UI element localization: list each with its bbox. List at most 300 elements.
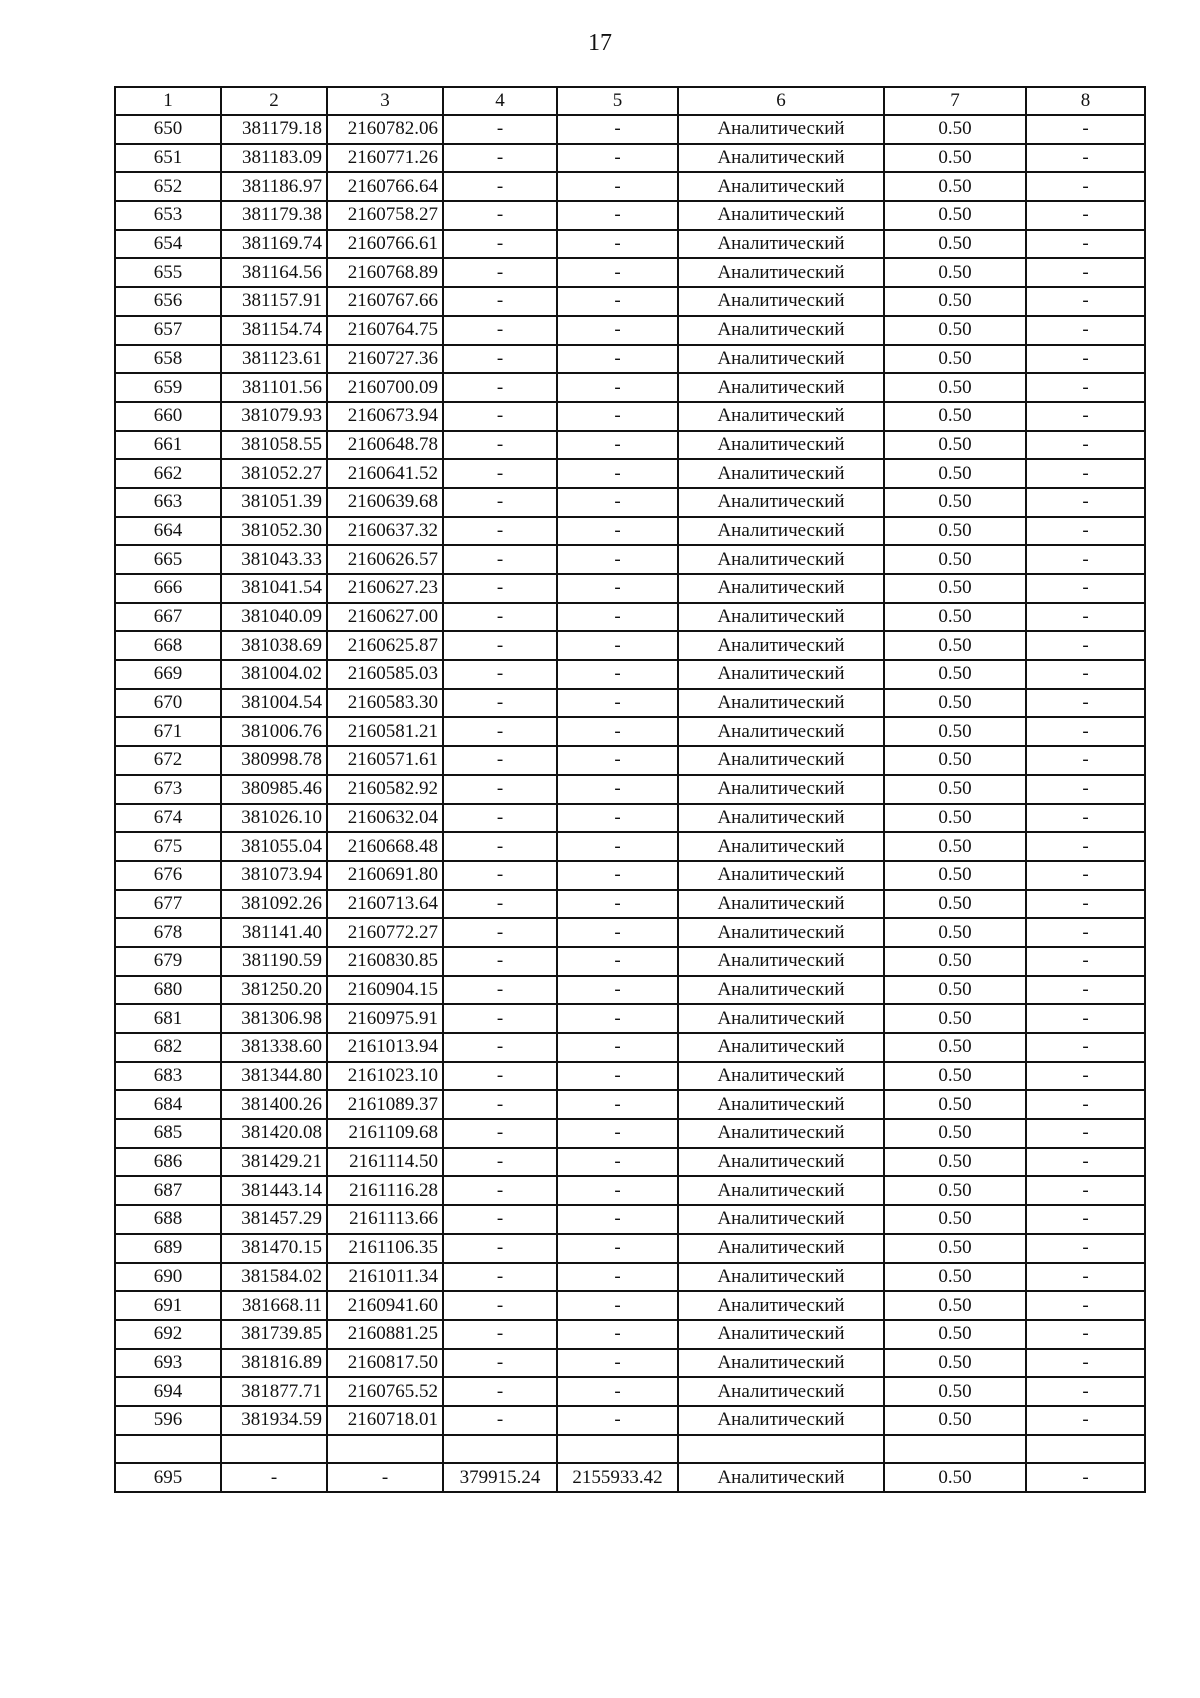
table-cell: Аналитический	[678, 230, 884, 259]
table-cell: 674	[115, 804, 221, 833]
table-cell: -	[443, 1176, 557, 1205]
table-cell: 650	[115, 115, 221, 144]
table-cell: 670	[115, 689, 221, 718]
table-cell: 0.50	[884, 230, 1026, 259]
table-cell: -	[1026, 345, 1145, 374]
table-cell: -	[443, 717, 557, 746]
table-cell: 2160718.01	[327, 1406, 443, 1435]
table-cell: Аналитический	[678, 603, 884, 632]
table-cell: -	[557, 976, 678, 1005]
table-cell: -	[327, 1463, 443, 1492]
table-row	[115, 861, 1145, 890]
table-cell: -	[1026, 1119, 1145, 1148]
table-cell: 2160767.66	[327, 287, 443, 316]
table-cell: -	[1026, 603, 1145, 632]
table-cell: 381179.18	[221, 115, 327, 144]
table-cell: 0.50	[884, 115, 1026, 144]
table-cell: -	[443, 574, 557, 603]
column-header: 6	[678, 87, 884, 115]
table-cell: Аналитический	[678, 459, 884, 488]
column-header: 3	[327, 87, 443, 115]
table-cell: 0.50	[884, 1377, 1026, 1406]
table-cell: 381101.56	[221, 373, 327, 402]
table-cell: -	[557, 1349, 678, 1378]
table-row	[115, 287, 1145, 316]
table-row	[115, 1291, 1145, 1320]
table-cell: Аналитический	[678, 918, 884, 947]
table-row	[115, 1176, 1145, 1205]
table-row	[115, 1377, 1145, 1406]
table-cell: -	[1026, 1263, 1145, 1292]
table-cell: 2160881.25	[327, 1320, 443, 1349]
table-cell: -	[443, 861, 557, 890]
table-cell: 381179.38	[221, 201, 327, 230]
table-row	[115, 373, 1145, 402]
table-cell: -	[557, 287, 678, 316]
table-cell: 0.50	[884, 1406, 1026, 1435]
table-cell: 2160817.50	[327, 1349, 443, 1378]
table-cell: 0.50	[884, 832, 1026, 861]
table-cell: 681	[115, 1004, 221, 1033]
table-cell: 685	[115, 1119, 221, 1148]
table-cell: -	[443, 603, 557, 632]
table-cell: Аналитический	[678, 1033, 884, 1062]
table-cell: 381877.71	[221, 1377, 327, 1406]
table-cell: -	[443, 287, 557, 316]
table-cell: 381190.59	[221, 947, 327, 976]
table-cell: 672	[115, 746, 221, 775]
table-cell: -	[443, 431, 557, 460]
table-cell: 0.50	[884, 1349, 1026, 1378]
table-cell: 2161114.50	[327, 1148, 443, 1177]
table-cell: 655	[115, 258, 221, 287]
table-row	[115, 1119, 1145, 1148]
table-cell: -	[443, 775, 557, 804]
table-cell: -	[443, 517, 557, 546]
table-cell: 680	[115, 976, 221, 1005]
table-row	[115, 890, 1145, 919]
table-cell: Аналитический	[678, 1004, 884, 1033]
table-cell: -	[1026, 115, 1145, 144]
table-cell: -	[1026, 545, 1145, 574]
table-row	[115, 1090, 1145, 1119]
table-cell: Аналитический	[678, 660, 884, 689]
table-row	[115, 746, 1145, 775]
table-cell	[115, 1435, 221, 1464]
table-cell: 381157.91	[221, 287, 327, 316]
table-cell: 381934.59	[221, 1406, 327, 1435]
table-cell: -	[443, 1033, 557, 1062]
table-row	[115, 402, 1145, 431]
table-cell: 2160673.94	[327, 402, 443, 431]
table-cell: Аналитический	[678, 1090, 884, 1119]
table-cell: 668	[115, 631, 221, 660]
table-cell: -	[1026, 689, 1145, 718]
table-cell: 0.50	[884, 1004, 1026, 1033]
table-cell: 381186.97	[221, 172, 327, 201]
table-cell: 381739.85	[221, 1320, 327, 1349]
table-cell: -	[557, 1377, 678, 1406]
table-cell: 2160637.32	[327, 517, 443, 546]
table-cell: 381141.40	[221, 918, 327, 947]
table-cell: -	[1026, 947, 1145, 976]
table-cell: 0.50	[884, 1463, 1026, 1492]
table-row	[115, 574, 1145, 603]
table-cell: 664	[115, 517, 221, 546]
table-cell: -	[557, 488, 678, 517]
table-cell: 0.50	[884, 1234, 1026, 1263]
table-cell: 381344.80	[221, 1062, 327, 1091]
table-cell: 2160585.03	[327, 660, 443, 689]
table-cell	[557, 1435, 678, 1464]
table-cell: -	[557, 832, 678, 861]
table-cell: -	[557, 172, 678, 201]
table-cell: -	[443, 402, 557, 431]
table-cell: 0.50	[884, 1291, 1026, 1320]
table-cell: Аналитический	[678, 1463, 884, 1492]
table-header-row	[115, 87, 1145, 115]
table-cell: Аналитический	[678, 717, 884, 746]
table-cell: -	[1026, 517, 1145, 546]
table-cell: -	[557, 861, 678, 890]
table-row	[115, 172, 1145, 201]
table-cell: -	[443, 545, 557, 574]
table-cell: 2160713.64	[327, 890, 443, 919]
table-cell: 2160571.61	[327, 746, 443, 775]
table-cell: -	[557, 1291, 678, 1320]
table-cell: 381816.89	[221, 1349, 327, 1378]
table-cell: 0.50	[884, 574, 1026, 603]
table-cell: 596	[115, 1406, 221, 1435]
table-cell: -	[443, 1263, 557, 1292]
table-cell: 381052.30	[221, 517, 327, 546]
table-cell: -	[557, 603, 678, 632]
column-header: 1	[115, 87, 221, 115]
table-cell: 0.50	[884, 144, 1026, 173]
table-cell: Аналитический	[678, 488, 884, 517]
table-cell: 2160625.87	[327, 631, 443, 660]
table-cell: Аналитический	[678, 976, 884, 1005]
table-cell: 381164.56	[221, 258, 327, 287]
table-cell: -	[1026, 172, 1145, 201]
table-row	[115, 488, 1145, 517]
table-cell: Аналитический	[678, 431, 884, 460]
table-cell: 0.50	[884, 459, 1026, 488]
table-cell: -	[443, 1234, 557, 1263]
table-cell: -	[1026, 1377, 1145, 1406]
table-cell: Аналитический	[678, 574, 884, 603]
table-cell: -	[1026, 918, 1145, 947]
table-cell: -	[1026, 976, 1145, 1005]
table-cell: 2160772.27	[327, 918, 443, 947]
table-row	[115, 1320, 1145, 1349]
table-cell: 2160582.92	[327, 775, 443, 804]
table-cell: -	[1026, 1234, 1145, 1263]
table-cell: -	[1026, 287, 1145, 316]
table-cell: 0.50	[884, 517, 1026, 546]
table-cell: 0.50	[884, 1119, 1026, 1148]
table-cell: -	[1026, 1406, 1145, 1435]
table-cell: -	[1026, 1463, 1145, 1492]
table-cell: -	[443, 230, 557, 259]
table-cell: 0.50	[884, 689, 1026, 718]
table-cell: -	[557, 402, 678, 431]
table-cell: Аналитический	[678, 201, 884, 230]
table-row	[115, 1205, 1145, 1234]
table-cell: 692	[115, 1320, 221, 1349]
table-cell: 0.50	[884, 660, 1026, 689]
table-cell: 2160904.15	[327, 976, 443, 1005]
table-cell: 2160691.80	[327, 861, 443, 890]
table-cell: Аналитический	[678, 144, 884, 173]
table-cell: Аналитический	[678, 1062, 884, 1091]
table-cell: -	[1026, 144, 1145, 173]
table-cell: 663	[115, 488, 221, 517]
table-cell: 381006.76	[221, 717, 327, 746]
table-cell: 2155933.42	[557, 1463, 678, 1492]
table-cell: 0.50	[884, 488, 1026, 517]
table-cell: -	[557, 1205, 678, 1234]
table-cell: 669	[115, 660, 221, 689]
table-cell: 2160941.60	[327, 1291, 443, 1320]
table-cell: 689	[115, 1234, 221, 1263]
table-cell: 0.50	[884, 1320, 1026, 1349]
table-cell: Аналитический	[678, 1234, 884, 1263]
table-cell: -	[557, 1119, 678, 1148]
table-cell: 0.50	[884, 890, 1026, 919]
table-row	[115, 1234, 1145, 1263]
table-cell: 0.50	[884, 1205, 1026, 1234]
column-header: 8	[1026, 87, 1145, 115]
table-cell: -	[443, 1148, 557, 1177]
table-cell: 0.50	[884, 918, 1026, 947]
table-cell: 0.50	[884, 1148, 1026, 1177]
table-cell: 381183.09	[221, 144, 327, 173]
table-cell: 381169.74	[221, 230, 327, 259]
table-cell: 661	[115, 431, 221, 460]
table-cell: 381040.09	[221, 603, 327, 632]
table-cell: 381038.69	[221, 631, 327, 660]
table-cell: -	[443, 890, 557, 919]
table-row	[115, 1463, 1145, 1492]
table-cell: 0.50	[884, 631, 1026, 660]
table-cell: 687	[115, 1176, 221, 1205]
table-cell: 381250.20	[221, 976, 327, 1005]
table-cell: 679	[115, 947, 221, 976]
table-cell: 381400.26	[221, 1090, 327, 1119]
table-cell: -	[1026, 488, 1145, 517]
table-cell: -	[443, 373, 557, 402]
table-cell: 0.50	[884, 976, 1026, 1005]
table-cell: 691	[115, 1291, 221, 1320]
table-cell: -	[443, 1406, 557, 1435]
table-cell: 381043.33	[221, 545, 327, 574]
table-row	[115, 115, 1145, 144]
table-cell: 0.50	[884, 1033, 1026, 1062]
table-cell: -	[1026, 717, 1145, 746]
table-cell: -	[557, 947, 678, 976]
table-cell: 2160648.78	[327, 431, 443, 460]
table-cell	[1026, 1435, 1145, 1464]
table-row	[115, 517, 1145, 546]
table-cell: -	[557, 574, 678, 603]
table-cell: 2161011.34	[327, 1263, 443, 1292]
table-cell: 381420.08	[221, 1119, 327, 1148]
table-cell: -	[1026, 890, 1145, 919]
table-cell: 682	[115, 1033, 221, 1062]
table-cell: -	[443, 631, 557, 660]
table-cell: 676	[115, 861, 221, 890]
table-cell: -	[1026, 1205, 1145, 1234]
table-cell: -	[443, 1205, 557, 1234]
table-cell: 381026.10	[221, 804, 327, 833]
table-cell: 651	[115, 144, 221, 173]
table-cell: 690	[115, 1263, 221, 1292]
table-cell: 665	[115, 545, 221, 574]
table-cell: -	[557, 345, 678, 374]
table-cell: 0.50	[884, 717, 1026, 746]
table-row	[115, 804, 1145, 833]
table-cell: Аналитический	[678, 1349, 884, 1378]
table-cell: Аналитический	[678, 1119, 884, 1148]
table-cell: 0.50	[884, 258, 1026, 287]
table-cell: -	[443, 804, 557, 833]
table-cell: 2160765.52	[327, 1377, 443, 1406]
table-row	[115, 431, 1145, 460]
table-cell: -	[1026, 1033, 1145, 1062]
table-cell: 673	[115, 775, 221, 804]
table-cell	[678, 1435, 884, 1464]
table-cell: -	[1026, 775, 1145, 804]
table-cell: -	[1026, 574, 1145, 603]
column-header: 7	[884, 87, 1026, 115]
table-cell: Аналитический	[678, 287, 884, 316]
table-cell: 381092.26	[221, 890, 327, 919]
table-cell: Аналитический	[678, 258, 884, 287]
table-cell: 0.50	[884, 201, 1026, 230]
table-cell: -	[443, 258, 557, 287]
table-cell: -	[557, 1263, 678, 1292]
table-cell: 2161116.28	[327, 1176, 443, 1205]
table-cell: Аналитический	[678, 890, 884, 919]
table-cell: -	[557, 1033, 678, 1062]
table-row	[115, 1033, 1145, 1062]
table-cell: -	[1026, 1291, 1145, 1320]
table-cell: -	[557, 631, 678, 660]
table-row	[115, 201, 1145, 230]
table-cell: 0.50	[884, 947, 1026, 976]
table-row	[115, 1148, 1145, 1177]
table-cell: -	[557, 431, 678, 460]
table-cell: -	[443, 976, 557, 1005]
table-cell: 652	[115, 172, 221, 201]
table-cell: 2160627.23	[327, 574, 443, 603]
table-cell: -	[557, 717, 678, 746]
table-cell: Аналитический	[678, 345, 884, 374]
table-cell: Аналитический	[678, 746, 884, 775]
table-cell: -	[1026, 1320, 1145, 1349]
table-cell: 381073.94	[221, 861, 327, 890]
table-cell: 2160975.91	[327, 1004, 443, 1033]
table-cell: -	[443, 1119, 557, 1148]
table-row	[115, 459, 1145, 488]
table-cell: -	[1026, 1004, 1145, 1033]
table-cell: Аналитический	[678, 545, 884, 574]
table-row	[115, 545, 1145, 574]
table-cell: -	[443, 832, 557, 861]
table-cell: -	[443, 1291, 557, 1320]
table-row	[115, 832, 1145, 861]
table-cell: -	[443, 1320, 557, 1349]
table-cell: Аналитический	[678, 1263, 884, 1292]
table-cell: 653	[115, 201, 221, 230]
table-cell: -	[443, 144, 557, 173]
table-cell: -	[443, 172, 557, 201]
table-row	[115, 1062, 1145, 1091]
table-row	[115, 316, 1145, 345]
table-cell: 693	[115, 1349, 221, 1378]
table-cell: 381154.74	[221, 316, 327, 345]
table-cell: -	[1026, 258, 1145, 287]
table-cell: Аналитический	[678, 775, 884, 804]
table-cell: 2160632.04	[327, 804, 443, 833]
table-cell: -	[557, 890, 678, 919]
table-cell: -	[443, 201, 557, 230]
page-number: 17	[588, 30, 612, 56]
table-cell: 381429.21	[221, 1148, 327, 1177]
table-cell: 380998.78	[221, 746, 327, 775]
table-row	[115, 230, 1145, 259]
table-cell: 657	[115, 316, 221, 345]
table-cell: 2160641.52	[327, 459, 443, 488]
table-cell: Аналитический	[678, 804, 884, 833]
table-cell: 0.50	[884, 1062, 1026, 1091]
table-cell: -	[1026, 660, 1145, 689]
table-cell: 658	[115, 345, 221, 374]
table-cell: 2160727.36	[327, 345, 443, 374]
table-cell: 2160768.89	[327, 258, 443, 287]
table-cell: 381055.04	[221, 832, 327, 861]
table-cell: -	[221, 1463, 327, 1492]
table-row	[115, 345, 1145, 374]
table-cell: -	[557, 918, 678, 947]
table-cell: -	[1026, 1062, 1145, 1091]
table-row	[115, 144, 1145, 173]
table-cell: -	[557, 459, 678, 488]
table-cell: 0.50	[884, 172, 1026, 201]
table-cell: 0.50	[884, 775, 1026, 804]
table-cell: -	[1026, 459, 1145, 488]
table-cell: -	[443, 345, 557, 374]
table-cell: 379915.24	[443, 1463, 557, 1492]
table-cell: 381058.55	[221, 431, 327, 460]
table-cell: 0.50	[884, 861, 1026, 890]
table-cell: -	[557, 1090, 678, 1119]
table-cell: 381584.02	[221, 1263, 327, 1292]
table-cell: 2160758.27	[327, 201, 443, 230]
table-cell: 381123.61	[221, 345, 327, 374]
column-header: 4	[443, 87, 557, 115]
table-cell: 694	[115, 1377, 221, 1406]
table-cell: 2160639.68	[327, 488, 443, 517]
table-cell: Аналитический	[678, 1320, 884, 1349]
table-cell: -	[443, 1004, 557, 1033]
table-cell: 0.50	[884, 545, 1026, 574]
table-cell: 0.50	[884, 287, 1026, 316]
table-cell: Аналитический	[678, 373, 884, 402]
table-cell: 0.50	[884, 746, 1026, 775]
table-cell: -	[1026, 861, 1145, 890]
